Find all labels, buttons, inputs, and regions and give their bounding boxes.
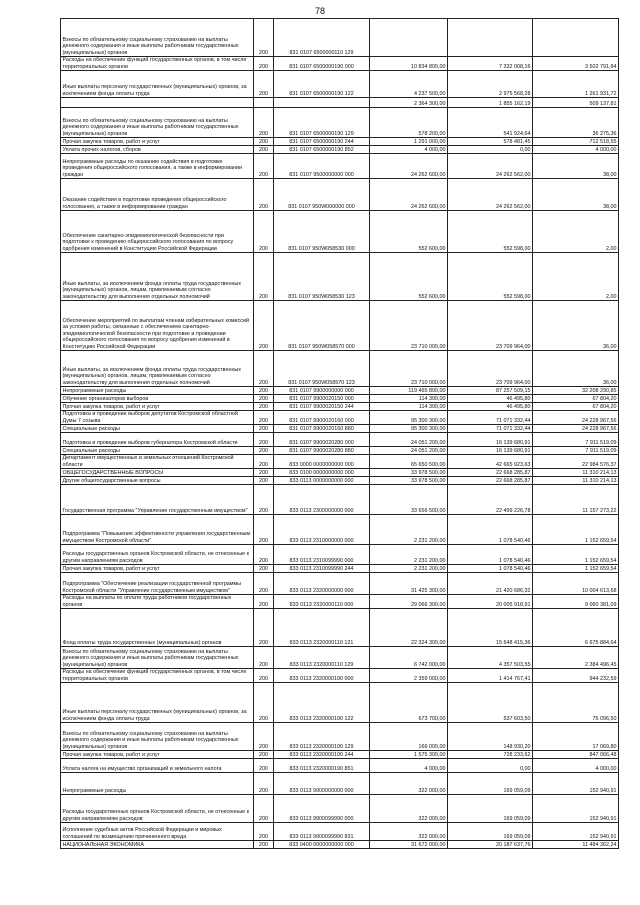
row-name-cell xyxy=(61,98,254,108)
row-executed-amount-cell: 7 332 008,16 xyxy=(448,57,533,71)
table-row xyxy=(61,759,619,773)
row-name-cell: Непрограммные расходы xyxy=(61,387,254,395)
row-budget-code-cell: 831 0107 9900020280 000 xyxy=(274,433,370,447)
row-code-cell: 200 xyxy=(254,723,274,751)
row-name-cell: Расходы на обеспечение функций государственных органов, в том числе территориальных органов xyxy=(61,669,254,683)
row-executed-amount-cell: 20 005 918,91 xyxy=(448,595,533,609)
row-unexecuted-amount-cell: 11 484 362,24 xyxy=(533,841,619,849)
row-approved-amount-cell: 2 231 200,00 xyxy=(370,565,448,573)
row-name-cell: Непрограммные расходы xyxy=(61,773,254,795)
row-unexecuted-amount-cell: 17 069,80 xyxy=(533,723,619,751)
table-row xyxy=(61,108,619,138)
row-executed-amount-cell: 0,00 xyxy=(448,146,533,154)
table-row xyxy=(61,841,619,849)
row-executed-amount-cell: 22 499 226,78 xyxy=(448,485,533,515)
table-row xyxy=(61,253,619,301)
row-executed-amount-cell: 1 078 540,46 xyxy=(448,545,533,565)
row-code-cell xyxy=(254,98,274,108)
row-code-cell: 200 xyxy=(254,485,274,515)
row-unexecuted-amount-cell: 11 310 214,13 xyxy=(533,477,619,485)
row-approved-amount-cell: 673 700,00 xyxy=(370,683,448,723)
row-unexecuted-amount-cell: 36 275,36 xyxy=(533,108,619,138)
row-code-cell: 200 xyxy=(254,469,274,477)
table-row xyxy=(61,469,619,477)
row-executed-amount-cell xyxy=(448,19,533,57)
row-name-cell: Прочая закупка товаров, работ и услуг xyxy=(61,138,254,146)
row-budget-code-cell: 831 0107 950W058570 000 xyxy=(274,301,370,351)
row-executed-amount-cell: 46 495,80 xyxy=(448,403,533,411)
row-budget-code-cell: 833 0113 2320000190 122 xyxy=(274,683,370,723)
row-code-cell: 200 xyxy=(254,146,274,154)
row-approved-amount-cell: 6 742 000,00 xyxy=(370,647,448,669)
row-code-cell: 200 xyxy=(254,595,274,609)
row-unexecuted-amount-cell: 6 675 884,64 xyxy=(533,609,619,647)
row-unexecuted-amount-cell xyxy=(533,19,619,57)
row-unexecuted-amount-cell: 847 066,48 xyxy=(533,751,619,759)
row-approved-amount-cell: 24 051 200,00 xyxy=(370,447,448,455)
row-executed-amount-cell: 148 930,20 xyxy=(448,723,533,751)
row-code-cell: 200 xyxy=(254,545,274,565)
row-code-cell: 200 xyxy=(254,301,274,351)
row-unexecuted-amount-cell: 32 208 290,85 xyxy=(533,387,619,395)
row-approved-amount-cell: 23 710 000,00 xyxy=(370,351,448,387)
row-budget-code-cell: 831 0107 950W058570 123 xyxy=(274,351,370,387)
row-code-cell: 200 xyxy=(254,565,274,573)
row-unexecuted-amount-cell: 7 911 519,09 xyxy=(533,447,619,455)
row-budget-code-cell: 833 0113 2310099990 000 xyxy=(274,545,370,565)
table-row xyxy=(61,98,619,108)
table-row xyxy=(61,154,619,179)
row-code-cell: 200 xyxy=(254,253,274,301)
row-code-cell: 200 xyxy=(254,108,274,138)
row-approved-amount-cell: 2 364 300,00 xyxy=(370,98,448,108)
row-budget-code-cell: 831 0107 9900020280 880 xyxy=(274,447,370,455)
row-executed-amount-cell: 1 078 540,46 xyxy=(448,515,533,545)
row-executed-amount-cell: 552 598,00 xyxy=(448,211,533,253)
row-name-cell: Департамент имущественных и земельных отношений Костромской области xyxy=(61,455,254,469)
row-name-cell: Прочая закупка товаров, работ и услуг xyxy=(61,403,254,411)
row-budget-code-cell: 833 0113 2320000110 129 xyxy=(274,647,370,669)
row-unexecuted-amount-cell: 152 940,91 xyxy=(533,795,619,823)
row-approved-amount-cell: 322 000,00 xyxy=(370,795,448,823)
row-approved-amount-cell xyxy=(370,19,448,57)
row-budget-code-cell: 833 0113 2310099990 244 xyxy=(274,565,370,573)
row-approved-amount-cell: 23 710 000,00 xyxy=(370,301,448,351)
row-unexecuted-amount-cell: 11 310 214,13 xyxy=(533,469,619,477)
page-number: 78 xyxy=(314,6,325,16)
row-approved-amount-cell: 4 237 500,00 xyxy=(370,71,448,98)
row-unexecuted-amount-cell: 152 940,91 xyxy=(533,823,619,841)
row-unexecuted-amount-cell: 1 152 659,54 xyxy=(533,515,619,545)
row-budget-code-cell: 833 0113 2320000190 129 xyxy=(274,723,370,751)
row-code-cell: 200 xyxy=(254,425,274,433)
table-row xyxy=(61,179,619,211)
row-approved-amount-cell: 31 672 000,00 xyxy=(370,841,448,849)
row-executed-amount-cell: 16 139 680,91 xyxy=(448,447,533,455)
table-row xyxy=(61,57,619,71)
row-executed-amount-cell: 2 975 568,28 xyxy=(448,71,533,98)
row-approved-amount-cell: 578 200,00 xyxy=(370,108,448,138)
row-budget-code-cell: 831 0107 6500000190 122 xyxy=(274,71,370,98)
row-executed-amount-cell: 24 262 562,00 xyxy=(448,154,533,179)
row-name-cell: Подпрограмма "Повышение эффективности управления государственным имуществом Костромской области" xyxy=(61,515,254,545)
row-code-cell: 200 xyxy=(254,609,274,647)
row-executed-amount-cell: 24 262 562,00 xyxy=(448,179,533,211)
row-executed-amount-cell: 537 603,50 xyxy=(448,683,533,723)
row-budget-code-cell: 833 0113 0000000000 000 xyxy=(274,477,370,485)
row-unexecuted-amount-cell: 4 000,00 xyxy=(533,146,619,154)
row-code-cell: 200 xyxy=(254,154,274,179)
table-row xyxy=(61,455,619,469)
row-approved-amount-cell: 552 600,00 xyxy=(370,253,448,301)
table-row xyxy=(61,425,619,433)
row-name-cell: Подготовка и проведение выборов губернатора Костромской области xyxy=(61,433,254,447)
row-budget-code-cell: 833 0113 9900099990 831 xyxy=(274,823,370,841)
row-budget-code-cell: 831 0107 6500000190 244 xyxy=(274,138,370,146)
row-name-cell: Исполнение судебных актов Российской Федерации и мировых соглашений по возмещению причиненного вреда xyxy=(61,823,254,841)
row-code-cell: 200 xyxy=(254,455,274,469)
row-approved-amount-cell: 4 000,00 xyxy=(370,759,448,773)
row-name-cell: Расходы государственных органов Костромской области, не отнесенные к другим направлениям расходов xyxy=(61,545,254,565)
table-row xyxy=(61,565,619,573)
row-name-cell: ОБЩЕГОСУДАРСТВЕННЫЕ ВОПРОСЫ xyxy=(61,469,254,477)
row-executed-amount-cell: 20 187 637,76 xyxy=(448,841,533,849)
row-code-cell: 200 xyxy=(254,477,274,485)
row-approved-amount-cell: 33 656 500,00 xyxy=(370,485,448,515)
row-executed-amount-cell: 16 139 680,91 xyxy=(448,433,533,447)
row-executed-amount-cell: 15 648 415,36 xyxy=(448,609,533,647)
row-budget-code-cell: 831 0107 6500000190 852 xyxy=(274,146,370,154)
row-code-cell: 200 xyxy=(254,57,274,71)
row-approved-amount-cell: 4 000,00 xyxy=(370,146,448,154)
row-name-cell: Государственная программа "Управление государственным имуществом" xyxy=(61,485,254,515)
row-budget-code-cell: 831 0107 9900020160 000 xyxy=(274,411,370,425)
table-row xyxy=(61,19,619,57)
row-code-cell: 200 xyxy=(254,683,274,723)
row-approved-amount-cell: 95 300 300,00 xyxy=(370,411,448,425)
row-unexecuted-amount-cell: 9 060 381,09 xyxy=(533,595,619,609)
row-name-cell: Иные выплаты, за исключением фонда оплаты труда государственных (муниципальных) органов, лицам, привлекаемым согласно законодательству для выполнения отдельных полномочий xyxy=(61,253,254,301)
row-budget-code-cell: 831 0107 950W000000 000 xyxy=(274,179,370,211)
table-row xyxy=(61,683,619,723)
row-executed-amount-cell: 1 078 540,46 xyxy=(448,565,533,573)
row-approved-amount-cell: 22 324 300,00 xyxy=(370,609,448,647)
row-executed-amount-cell: 169 059,09 xyxy=(448,823,533,841)
row-unexecuted-amount-cell: 2,00 xyxy=(533,253,619,301)
row-approved-amount-cell: 95 300 300,00 xyxy=(370,425,448,433)
row-unexecuted-amount-cell: 712 518,55 xyxy=(533,138,619,146)
row-budget-code-cell: 833 0113 2320000110 121 xyxy=(274,609,370,647)
row-name-cell: Подпрограмма "Обеспечение реализации государственной программы Костромской области "Управление государственным имуществом" xyxy=(61,573,254,595)
row-name-cell: Расходы на выплаты по оплате труда работников государственных органов xyxy=(61,595,254,609)
row-name-cell: Подготовка и проведение выборов депутатов Костромской областной Думы 7 созыва xyxy=(61,411,254,425)
table-row xyxy=(61,71,619,98)
table-row xyxy=(61,573,619,595)
row-code-cell: 200 xyxy=(254,573,274,595)
table-row xyxy=(61,723,619,751)
row-name-cell: Взносы по обязательному социальному страхованию на выплаты денежного содержания и иные выплаты работникам государственных (муниципальных) органов xyxy=(61,19,254,57)
row-budget-code-cell: 833 0113 9900099990 000 xyxy=(274,795,370,823)
row-code-cell: 200 xyxy=(254,759,274,773)
row-approved-amount-cell: 322 000,00 xyxy=(370,773,448,795)
row-executed-amount-cell: 22 668 285,87 xyxy=(448,469,533,477)
row-executed-amount-cell: 71 071 332,44 xyxy=(448,425,533,433)
row-code-cell: 200 xyxy=(254,433,274,447)
row-code-cell: 200 xyxy=(254,669,274,683)
row-executed-amount-cell: 23 709 964,00 xyxy=(448,351,533,387)
row-approved-amount-cell: 33 978 500,00 xyxy=(370,477,448,485)
row-budget-code-cell: 831 0107 6500000190 129 xyxy=(274,108,370,138)
row-budget-code-cell: 831 0107 9900020150 244 xyxy=(274,403,370,411)
table-row xyxy=(61,485,619,515)
row-code-cell: 200 xyxy=(254,823,274,841)
row-executed-amount-cell: 21 420 686,32 xyxy=(448,573,533,595)
row-code-cell: 200 xyxy=(254,387,274,395)
row-executed-amount-cell: 42 665 923,63 xyxy=(448,455,533,469)
row-executed-amount-cell: 728 233,62 xyxy=(448,751,533,759)
row-executed-amount-cell: 4 357 503,55 xyxy=(448,647,533,669)
row-budget-code-cell: 831 0107 6500000190 000 xyxy=(274,57,370,71)
row-unexecuted-amount-cell: 3 502 791,84 xyxy=(533,57,619,71)
row-name-cell: Непрограммные расходы по оказанию содействия в подготовке проведения общероссийского голосования, а также в информировании граждан xyxy=(61,154,254,179)
row-code-cell: 200 xyxy=(254,179,274,211)
row-name-cell: Расходы на обеспечение функций государственных органов, в том числе территориальных органов xyxy=(61,57,254,71)
row-approved-amount-cell: 33 978 500,00 xyxy=(370,469,448,477)
row-approved-amount-cell: 552 600,00 xyxy=(370,211,448,253)
row-name-cell: Иные выплаты, за исключением фонда оплаты труда государственных (муниципальных) органов, лицам, привлекаемым согласно законодательству для выполнения отдельных полномочий xyxy=(61,351,254,387)
table-row xyxy=(61,403,619,411)
row-budget-code-cell: 831 0107 950W058530 123 xyxy=(274,253,370,301)
row-code-cell: 200 xyxy=(254,71,274,98)
row-executed-amount-cell: 1 414 767,41 xyxy=(448,669,533,683)
row-unexecuted-amount-cell: 75 096,50 xyxy=(533,683,619,723)
row-code-cell: 200 xyxy=(254,773,274,795)
table-row xyxy=(61,447,619,455)
row-code-cell: 200 xyxy=(254,411,274,425)
row-budget-code-cell: 833 0113 2320000190 000 xyxy=(274,669,370,683)
row-budget-code-cell: 833 0100 0000000000 000 xyxy=(274,469,370,477)
row-name-cell: Иные выплаты персоналу государственных (муниципальных) органов, за исключением фонда оплаты труда xyxy=(61,71,254,98)
row-executed-amount-cell: 169 059,09 xyxy=(448,773,533,795)
table-row xyxy=(61,387,619,395)
row-budget-code-cell: 831 0107 6500000110 129 xyxy=(274,19,370,57)
row-approved-amount-cell: 1 575 300,00 xyxy=(370,751,448,759)
row-name-cell: Взносы по обязательному социальному страхованию на выплаты денежного содержания и иные выплаты работникам государственных (муниципальных) органов xyxy=(61,108,254,138)
row-code-cell: 200 xyxy=(254,841,274,849)
row-unexecuted-amount-cell: 7 911 519,09 xyxy=(533,433,619,447)
row-name-cell: Специальные расходы xyxy=(61,447,254,455)
row-budget-code-cell: 831 0107 9900020150 000 xyxy=(274,395,370,403)
row-unexecuted-amount-cell: 2 384 496,45 xyxy=(533,647,619,669)
row-unexecuted-amount-cell: 36,00 xyxy=(533,351,619,387)
row-name-cell: Взносы по обязательному социальному страхованию на выплаты денежного содержания и иные выплаты работникам государственных (муниципальных) органов xyxy=(61,723,254,751)
row-budget-code-cell: 833 0113 2320000190 244 xyxy=(274,751,370,759)
table-row xyxy=(61,477,619,485)
row-budget-code-cell: 831 0107 950W058530 000 xyxy=(274,211,370,253)
row-name-cell: Уплата прочих налогов, сборов xyxy=(61,146,254,154)
row-approved-amount-cell: 166 000,00 xyxy=(370,723,448,751)
row-unexecuted-amount-cell: 36,00 xyxy=(533,301,619,351)
row-unexecuted-amount-cell: 67 804,20 xyxy=(533,395,619,403)
row-approved-amount-cell: 65 650 500,00 xyxy=(370,455,448,469)
row-code-cell: 200 xyxy=(254,647,274,669)
table-row xyxy=(61,138,619,146)
row-executed-amount-cell: 23 709 964,00 xyxy=(448,301,533,351)
row-executed-amount-cell: 0,00 xyxy=(448,759,533,773)
row-budget-code-cell: 833 0113 2320000110 000 xyxy=(274,595,370,609)
table-row xyxy=(61,433,619,447)
row-budget-code-cell: 833 0113 9900000000 000 xyxy=(274,773,370,795)
row-name-cell: Специальные расходы xyxy=(61,425,254,433)
row-executed-amount-cell: 87 257 509,15 xyxy=(448,387,533,395)
row-unexecuted-amount-cell: 152 940,91 xyxy=(533,773,619,795)
row-name-cell: Оказание содействия в подготовке проведения общероссийского голосования, а также в информировании граждан xyxy=(61,179,254,211)
table-row xyxy=(61,545,619,565)
row-approved-amount-cell: 24 262 600,00 xyxy=(370,154,448,179)
row-unexecuted-amount-cell: 944 232,59 xyxy=(533,669,619,683)
row-unexecuted-amount-cell: 1 261 931,72 xyxy=(533,71,619,98)
table-row xyxy=(61,795,619,823)
row-unexecuted-amount-cell: 24 228 967,56 xyxy=(533,411,619,425)
row-code-cell: 200 xyxy=(254,751,274,759)
row-executed-amount-cell: 578 481,45 xyxy=(448,138,533,146)
row-budget-code-cell: 833 0113 2320000190 851 xyxy=(274,759,370,773)
row-budget-code-cell: 833 0113 2300000000 000 xyxy=(274,485,370,515)
row-unexecuted-amount-cell: 4 000,00 xyxy=(533,759,619,773)
table-row xyxy=(61,773,619,795)
row-budget-code-cell: 833 0000 0000000000 000 xyxy=(274,455,370,469)
row-name-cell: Другие общегосударственные вопросы xyxy=(61,477,254,485)
row-unexecuted-amount-cell: 1 152 659,54 xyxy=(533,565,619,573)
row-budget-code-cell: 831 0107 9500000000 000 xyxy=(274,154,370,179)
row-executed-amount-cell: 541 924,64 xyxy=(448,108,533,138)
table-row xyxy=(61,609,619,647)
row-approved-amount-cell: 114 300,00 xyxy=(370,403,448,411)
row-approved-amount-cell: 10 834 800,00 xyxy=(370,57,448,71)
table-row xyxy=(61,211,619,253)
table-row xyxy=(61,411,619,425)
budget-execution-table xyxy=(60,18,619,849)
row-executed-amount-cell: 1 855 162,19 xyxy=(448,98,533,108)
row-executed-amount-cell: 169 059,09 xyxy=(448,795,533,823)
row-executed-amount-cell: 22 668 285,87 xyxy=(448,477,533,485)
row-name-cell: НАЦИОНАЛЬНАЯ ЭКОНОМИКА xyxy=(61,841,254,849)
row-budget-code-cell: 833 0113 2310000000 000 xyxy=(274,515,370,545)
table-row xyxy=(61,146,619,154)
row-name-cell: Фонд оплаты труда государственных (муниципальных) органов xyxy=(61,609,254,647)
table-row xyxy=(61,351,619,387)
row-budget-code-cell: 831 0107 9900020160 880 xyxy=(274,425,370,433)
table-row xyxy=(61,395,619,403)
row-name-cell: Расходы государственных органов Костромской области, не отнесенные к другим направлениям расходов xyxy=(61,795,254,823)
table-row xyxy=(61,751,619,759)
row-name-cell: Иные выплаты персоналу государственных (муниципальных) органов, за исключением фонда оплаты труда xyxy=(61,683,254,723)
row-name-cell: Уплата налога на имущество организаций и земельного налога xyxy=(61,759,254,773)
row-approved-amount-cell: 2 231 200,00 xyxy=(370,515,448,545)
row-code-cell: 200 xyxy=(254,211,274,253)
row-approved-amount-cell: 1 291 000,00 xyxy=(370,138,448,146)
row-approved-amount-cell: 2 359 000,00 xyxy=(370,669,448,683)
row-budget-code-cell: 833 0400 0000000000 000 xyxy=(274,841,370,849)
row-approved-amount-cell: 2 231 200,00 xyxy=(370,545,448,565)
table-row xyxy=(61,595,619,609)
row-code-cell: 200 xyxy=(254,138,274,146)
row-code-cell: 200 xyxy=(254,795,274,823)
row-name-cell: Обеспечение санитарно-эпидемиологической безопасности при подготовке к проведению общероссийского голосования по вопросу одобрения изменений в Конституцию Российской Федерации xyxy=(61,211,254,253)
row-name-cell: Обеспечение мероприятий по выплатам членам избирательных комиссий за условия работы, связанные с обеспечением санитарно-эпидемиологической безопасности при подготовке и проведении общероссийского голосования по вопросу одобрения изменений в Конституцию Российской Федерации xyxy=(61,301,254,351)
row-executed-amount-cell: 552 598,00 xyxy=(448,253,533,301)
row-approved-amount-cell: 322 000,00 xyxy=(370,823,448,841)
row-code-cell: 200 xyxy=(254,19,274,57)
row-unexecuted-amount-cell: 1 152 659,54 xyxy=(533,545,619,565)
row-unexecuted-amount-cell: 22 984 576,37 xyxy=(533,455,619,469)
table-row xyxy=(61,301,619,351)
table-row xyxy=(61,647,619,669)
row-unexecuted-amount-cell: 38,00 xyxy=(533,154,619,179)
row-name-cell: Прочая закупка товаров, работ и услуг xyxy=(61,565,254,573)
table-row xyxy=(61,515,619,545)
row-executed-amount-cell: 71 071 332,44 xyxy=(448,411,533,425)
row-approved-amount-cell: 114 300,00 xyxy=(370,395,448,403)
row-approved-amount-cell: 24 262 600,00 xyxy=(370,179,448,211)
row-code-cell: 200 xyxy=(254,515,274,545)
row-approved-amount-cell: 119 465 800,00 xyxy=(370,387,448,395)
row-budget-code-cell: 831 0107 9900000000 000 xyxy=(274,387,370,395)
row-budget-code-cell xyxy=(274,98,370,108)
row-unexecuted-amount-cell: 38,00 xyxy=(533,179,619,211)
row-code-cell: 200 xyxy=(254,395,274,403)
table-row xyxy=(61,823,619,841)
row-name-cell: Прочая закупка товаров, работ и услуг xyxy=(61,751,254,759)
row-budget-code-cell: 833 0113 2320000000 000 xyxy=(274,573,370,595)
row-unexecuted-amount-cell: 10 004 613,68 xyxy=(533,573,619,595)
row-code-cell: 200 xyxy=(254,447,274,455)
row-unexecuted-amount-cell: 67 804,20 xyxy=(533,403,619,411)
row-unexecuted-amount-cell: 509 137,81 xyxy=(533,98,619,108)
row-unexecuted-amount-cell: 24 228 967,56 xyxy=(533,425,619,433)
row-unexecuted-amount-cell: 11 157 273,22 xyxy=(533,485,619,515)
row-approved-amount-cell: 24 051 200,00 xyxy=(370,433,448,447)
row-code-cell: 200 xyxy=(254,403,274,411)
row-approved-amount-cell: 31 425 300,00 xyxy=(370,573,448,595)
row-code-cell: 200 xyxy=(254,351,274,387)
row-approved-amount-cell: 29 066 300,00 xyxy=(370,595,448,609)
row-name-cell: Обучение организаторов выборов xyxy=(61,395,254,403)
row-name-cell: Взносы по обязательному социальному страхованию на выплаты денежного содержания и иные выплаты работникам государственных (муниципальных) органов xyxy=(61,647,254,669)
row-unexecuted-amount-cell: 2,00 xyxy=(533,211,619,253)
table-row xyxy=(61,669,619,683)
row-executed-amount-cell: 46 495,80 xyxy=(448,395,533,403)
